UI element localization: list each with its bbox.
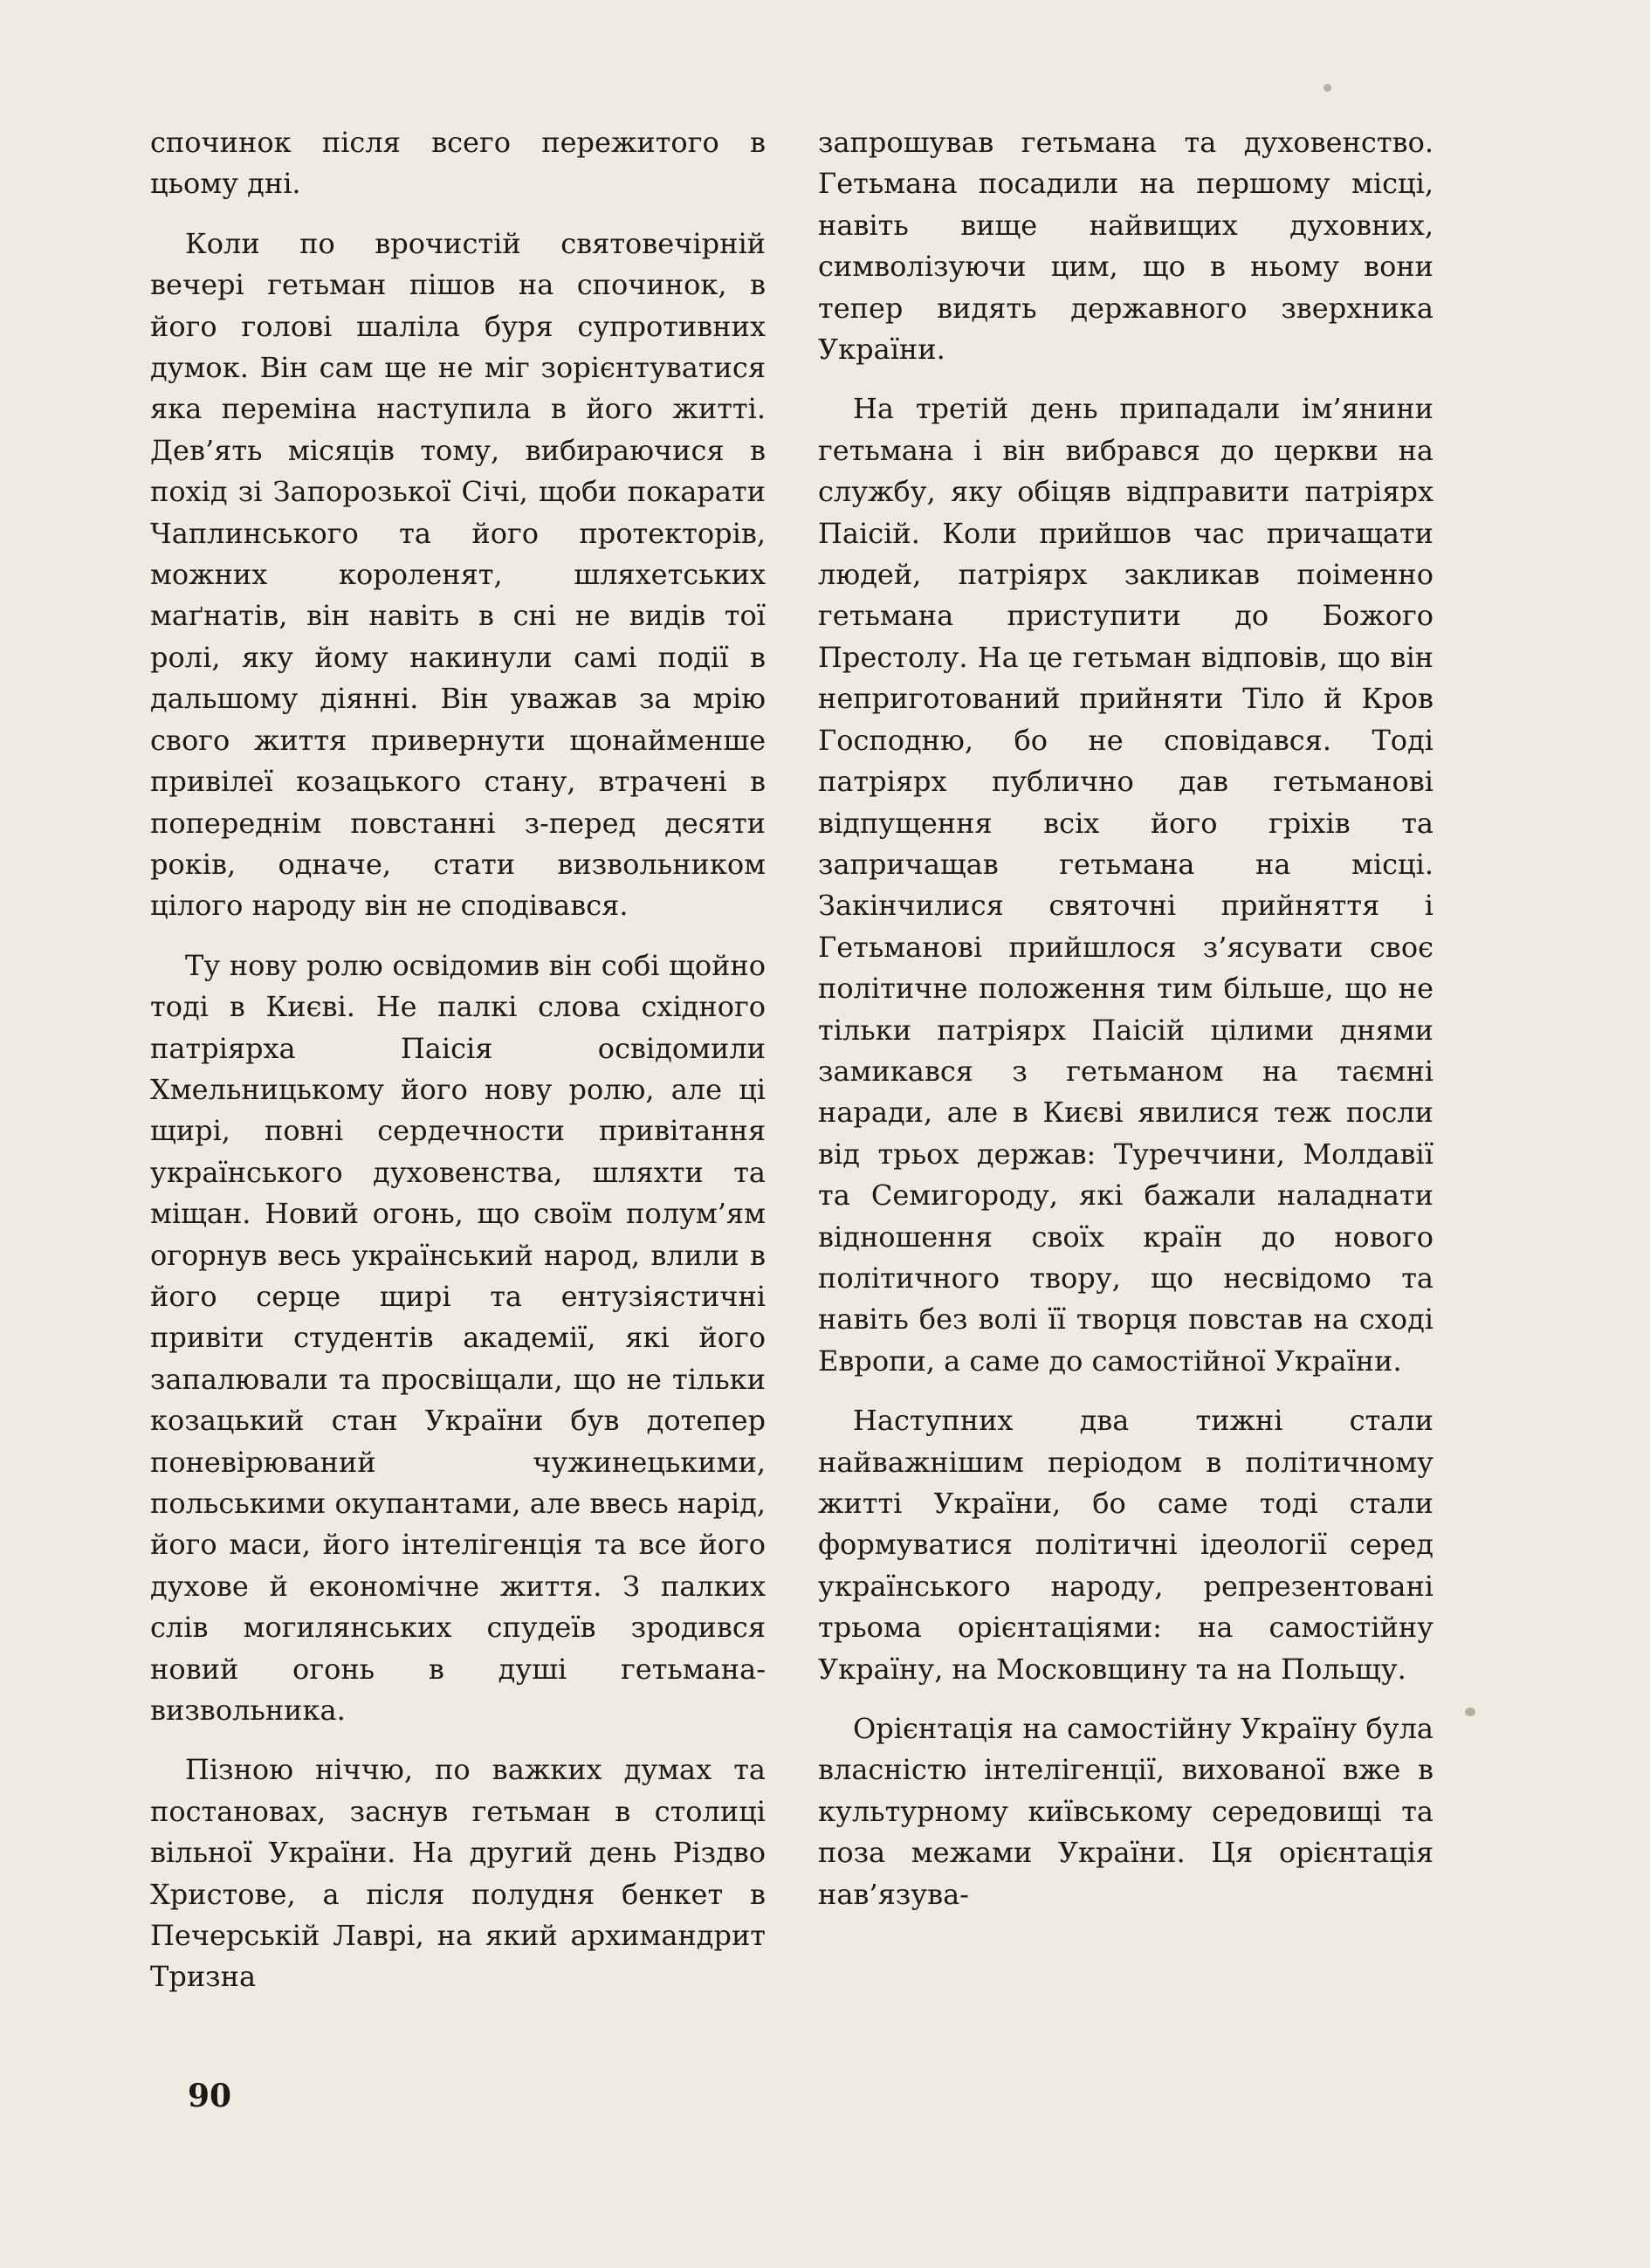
paper-speck: [1323, 84, 1331, 92]
paragraph: спочинок після всего пережитого в цьому дні.: [150, 126, 766, 201]
page-number: 90: [188, 2078, 232, 2114]
paper-speck: [1465, 1708, 1475, 1716]
paragraph: Пізною ніччю, по важких думах та постановах, заснув гетьман в столиці вільної України. На другий день Різдво Христове, а після полудня бенкет в Печерській Лаврі, на який архимандрит Тризна: [150, 1753, 766, 1994]
paragraph: Орієнтація на самостійну Україну була власністю інтелігенції, вихованої вже в культурному київському середовищі та поза межами України. Ця орієнтація нав’язува-: [818, 1712, 1433, 1911]
paragraph: Коли по врочистій святовечірній вечері гетьман пішов на спочинок, в його голові шаліла буря супротивних думок. Він сам ще не міг зорієнтуватися яка переміна наступила в його житті. Дев’ять місяців тому, вибираючися в похід зі Запорозької Січі, щоби покарати Чаплинського та його протекторів, можних короленят, шляхетських маґнатів, він навіть в сні не видів тої ролі, яку йому накинули самі події в дальшому діянні. Він уважав за мрію свого життя привернути щонайменше привілеї козацького стану, втрачені в попереднім повстанні з-перед десяти років, одначе, стати визвольником цілого народу він не сподівався.: [150, 226, 766, 923]
left-column: [150, 122, 766, 2017]
paragraph: На третій день припадали ім’янини гетьмана і він вибрався до церкви на службу, яку обіцяв відправити патріярх Паісій. Коли прийшов час причащати людей, патріярх закликав поіменно гетьмана приступити до Божого Престолу. На це гетьман відповів, що він неприготований прийняти Тіло й Кров Господню, бо не сповідався. Тоді патріярх публично дав гетьманові відпущення всіх його гріхів та запричащав гетьмана на місці. Закінчилися святочні прийняття і Гетьманові прийшлося з’ясувати своє політичне положення тим більше, що не тільки патріярх Паісій цілими днями замикався з гетьманом на таємні наради, але в Києві явилися теж посли від трьох держав: Туреччини, Молдавії та Семигороду, які бажали наладнати відношення своїх країн до нового політичного твору, що несвідомо та навіть без волі її творця повстав на сході Европи, а саме до самостійної України.: [818, 392, 1433, 1378]
right-column: [818, 122, 1433, 1934]
paragraph: Наступних два тижні стали найважнішим періодом в політичному житті України, бо саме тоді стали формуватися політичні ідеології серед українського народу, репрезентовані трьома орієнтаціями: на самостійну Україну, на Московщину та на Польщу.: [818, 1404, 1433, 1686]
paragraph: Ту нову ролю освідомив він собі щойно тоді в Києві. Не палкі слова східного патріярха Паісія освідомили Хмельницькому його нову ролю, але ці щирі, повні сердечности привітання українського духовенства, шляхти та міщан. Новий огонь, що своїм полум’ям огорнув весь український народ, влили в його серце щирі та ентузіястичні привіти студентів академії, які його запалювали та просвіщали, що не тільки козацький стан України був дотепер поневірюваний чужинецькими, польськими окупантами, але ввесь нарід, його маси, його інтелігенція та все його духове й економічне життя. З палких слів могилянських спудеїв зродився новий огонь в душі гетьмана-визвольника.: [150, 948, 766, 1728]
paragraph: запрошував гетьмана та духовенство. Гетьмана посадили на першому місці, навіть вище найвищих духовних, символізуючи цим, що в ньому вони тепер видять державного зверхника України.: [818, 126, 1433, 367]
